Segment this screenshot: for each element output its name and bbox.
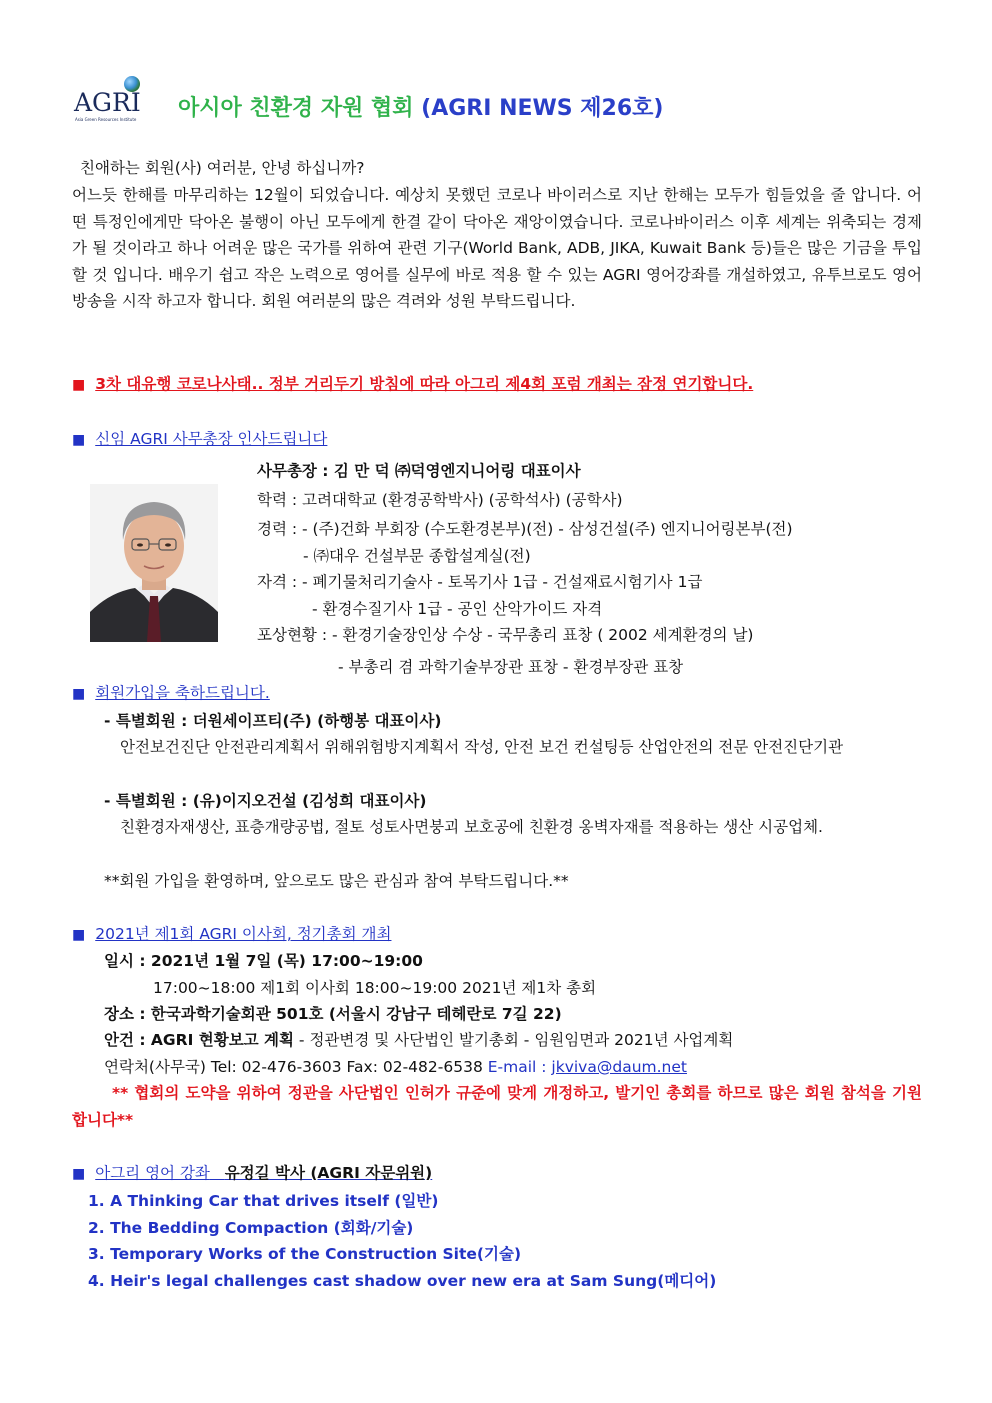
section-heading-members	[72, 681, 270, 703]
secretary-career-2: - ㈜대우 건설부문 종합설계실(전)	[303, 547, 531, 565]
english-heading-title: 아그리 영어 강좌	[95, 1164, 210, 1182]
email-address[interactable]: jkviva@daum.net	[551, 1058, 687, 1076]
member-2-title: - 특별회원 : (유)이지오건설 (김성희 대표이사)	[104, 792, 427, 810]
meeting-agenda	[104, 1028, 733, 1050]
meeting-place: 장소 : 한국과학기술회관 501호 (서울시 강남구 테헤란로 7길 22)	[104, 1005, 562, 1023]
forum-postponed-notice	[72, 372, 753, 394]
lecture-item[interactable]: 3. Temporary Works of the Construction Site(기술)	[88, 1245, 522, 1263]
members-welcome: **회원 가입을 환영하며, 앞으로도 많은 관심과 참여 부탁드립니다.**	[104, 872, 569, 890]
email-label: E-mail :	[487, 1058, 552, 1076]
greeting: 친애하는 회원(사) 여러분, 안녕 하십니까?	[80, 159, 365, 177]
agenda-items: - 정관변경 및 사단법인 발기총회 - 임원임면과 2021년 사업계획	[294, 1031, 734, 1049]
title-issue: (AGRI NEWS 제26호)	[421, 96, 664, 121]
lecture-item[interactable]: 1. A Thinking Car that drives itself (일반)	[88, 1192, 439, 1210]
agenda-label: 안건 : AGRI 현황보고 계획	[104, 1031, 294, 1049]
section-heading-meeting	[72, 922, 391, 944]
member-2-description: 친환경자재생산, 표층개량공법, 절토 성토사면붕괴 보호공에 친환경 옹벽자재를 적용하는 생산 시공업체.	[120, 818, 823, 836]
secretary-license-1: 자격 : - 폐기물처리기술사 - 토목기사 1급 - 건설재료시험기사 1급	[257, 573, 703, 591]
intro-paragraph: 어느듯 한해를 마무리하는 12월이 되었습니다. 예상치 못했던 코로나 바이러스로 지난 한해는 모두가 힘들었을 줄 압니다. 어떤 특정인에게만 닥아온 불행이 아닌 모두에게 한결 같이 닥아온 재앙이였습니다. 코로나바이러스 이후 세계는 위축되는 경제가 될 것이라고 하나 어려운 많은 국가를 위하여 관련 기구(World Bank, ADB, JIKA, Kuwait Bank 등)들은 많은 기금을 투입 할 것 입니다. 배우기 쉽고 작은 노력으로 영어를 실무에 바로 적용 할 수 있는 AGRI 영어강좌를 개설하였고, 유투브로도 영어 방송을 시작 하고자 합니다. 회원 여러분의 많은 격려와 성원 부탁드립니다.	[72, 186, 922, 311]
section-heading-english	[72, 1161, 432, 1183]
section-heading-secretary	[72, 427, 327, 449]
secretary-awards-2: - 부총리 겸 과학기술부장관 표창 - 환경부장관 표창	[338, 658, 684, 676]
meeting-date: 일시 : 2021년 1월 7일 (목) 17:00~19:00	[104, 952, 423, 970]
secretary-education: 학력 : 고려대학교 (환경공학박사) (공학석사) (공학사)	[257, 491, 623, 509]
notice-text: 3차 대유행 코로나사태.. 정부 거리두기 방침에 따라 아그리 제4회 포럼 개최는 잠정 연기합니다.	[95, 375, 754, 393]
meeting-heading-text: 2021년 제1회 AGRI 이사회, 정기총회 개최	[95, 925, 392, 943]
english-heading-lecturer: 유정길 박사 (AGRI 자문위원)	[224, 1164, 433, 1182]
member-1-description: 안전보건진단 안전관리계획서 위해위험방지계획서 작성, 안전 보건 컨설팅등 산업안전의 전문 안전진단기관	[120, 738, 844, 756]
bullet-square-icon: ■	[72, 927, 86, 943]
lecture-item[interactable]: 4. Heir's legal challenges cast shadow over new era at Sam Sung(메디어)	[88, 1272, 717, 1290]
email-link[interactable]	[551, 1058, 687, 1076]
portrait-image	[90, 484, 218, 642]
logo-subtitle: Asia Green Resources Institute	[75, 117, 137, 122]
bullet-square-icon: ■	[72, 377, 86, 393]
agri-logo	[74, 76, 146, 122]
meeting-schedule: 17:00~18:00 제1회 이사회 18:00~19:00 2021년 제1차 총회	[153, 979, 597, 997]
title-korean: 아시아 친환경 자원 협회	[178, 96, 414, 121]
meeting-contact	[104, 1055, 687, 1077]
bullet-square-icon: ■	[72, 1166, 86, 1182]
document-title	[178, 91, 663, 122]
contact-phone-fax: 연락처(사무국) Tel: 02-476-3603 Fax: 02-482-6538	[104, 1058, 488, 1076]
bullet-square-icon: ■	[72, 686, 86, 702]
bullet-square-icon: ■	[72, 432, 86, 448]
secretary-awards-1: 포상현황 : - 환경기술장인상 수상 - 국무총리 표창 ( 2002 세계환경의 날)	[257, 626, 754, 644]
meeting-attendance-plea: ** 협회의 도약을 위하여 정관을 사단법인 인허가 규준에 맞게 개정하고, 발기인 총회를 하므로 많은 회원 참석을 기원합니다**	[72, 1084, 922, 1129]
secretary-name: 사무총장 : 김 만 덕 ㈜덕영엔지니어링 대표이사	[257, 462, 581, 480]
secretary-heading-text: 신임 AGRI 사무총장 인사드립니다	[95, 430, 328, 448]
secretary-portrait	[90, 484, 218, 642]
member-1-title: - 특별회원 : 더원세이프티(주) (하행봉 대표이사)	[104, 712, 442, 730]
members-heading-text: 회원가입을 축하드립니다.	[95, 684, 270, 702]
secretary-license-2: - 환경수질기사 1급 - 공인 산악가이드 자격	[312, 600, 603, 618]
lecture-item[interactable]: 2. The Bedding Compaction (회화/기술)	[88, 1219, 414, 1237]
logo-text: AGRI	[74, 88, 141, 117]
secretary-career-1: 경력 : - (주)건화 부회장 (수도환경본부)(전) - 삼성건설(주) 엔지니어링본부(전)	[257, 520, 793, 538]
